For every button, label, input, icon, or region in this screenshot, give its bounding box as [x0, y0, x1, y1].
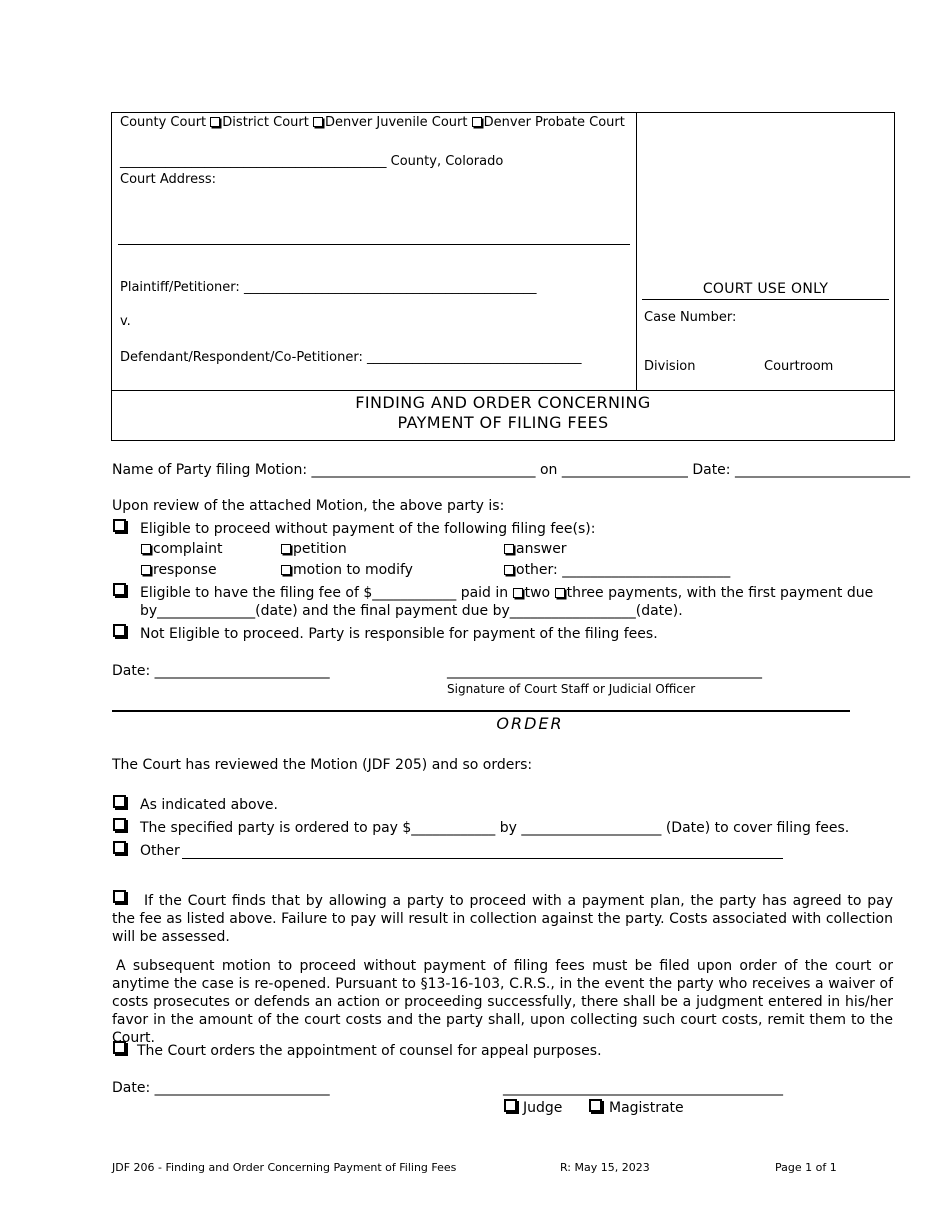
- district-court-label: District Court: [222, 115, 309, 130]
- order-date-field[interactable]: Date: _________________________: [112, 1080, 330, 1096]
- answer-checkbox[interactable]: [504, 544, 514, 554]
- district-court-checkbox[interactable]: [210, 117, 220, 127]
- defendant-field[interactable]: _________________________________: [366, 350, 582, 365]
- fee-complaint: [141, 541, 223, 557]
- fee-petition: [281, 541, 347, 557]
- plaintiff-line: [120, 280, 536, 295]
- court-selection-line: [120, 115, 625, 130]
- fee-motion-to-modify: [281, 562, 413, 578]
- other-order-label: Other: [140, 843, 180, 859]
- payment-plan-text: If the Court finds that by allowing a party to proceed with a payment plan, the party has agreed to pay the fee as listed above. Failure to pay will result in collection against the party. Costs associated with collection will be assessed.: [112, 893, 893, 945]
- installment-text-b: three payments, with the first payment due: [566, 585, 874, 601]
- order-heading: ORDER: [496, 714, 564, 733]
- division-label[interactable]: Division: [644, 359, 696, 374]
- response-label: response: [153, 562, 217, 578]
- caption-vertical-divider: [636, 112, 637, 391]
- response-checkbox[interactable]: [141, 565, 151, 575]
- county-line: [120, 154, 503, 169]
- order-intro: The Court has reviewed the Motion (JDF 205) and so orders:: [112, 757, 533, 773]
- staff-signature-label: Signature of Court Staff or Judicial Officer: [447, 682, 696, 696]
- finding-date-field[interactable]: Date: _________________________: [112, 663, 330, 679]
- other-fee-label[interactable]: other: ________________________: [516, 562, 731, 578]
- fee-other: [504, 562, 730, 578]
- probate-court-label: Denver Probate Court: [483, 115, 625, 130]
- eligible-checkbox[interactable]: [113, 519, 126, 532]
- other-order-field[interactable]: [182, 858, 783, 859]
- counsel-checkbox[interactable]: [113, 1041, 126, 1054]
- caption-title-divider: [111, 390, 895, 391]
- ordered-to-pay-text[interactable]: The specified party is ordered to pay $____________ by ____________________ (Date) to cover filing fees.: [140, 820, 850, 836]
- juvenile-court-label: Denver Juvenile Court: [324, 115, 468, 130]
- judge-signature-field[interactable]: ________________________________________: [503, 1080, 783, 1096]
- complaint-label: complaint: [153, 541, 223, 557]
- as-indicated-text: As indicated above.: [140, 797, 278, 813]
- motion-to-modify-label: motion to modify: [293, 562, 413, 578]
- county-label: County, Colorado: [390, 154, 504, 169]
- not-eligible-text: Not Eligible to proceed. Party is responsible for payment of the filing fees.: [140, 626, 658, 642]
- form-title: [111, 393, 895, 433]
- as-indicated-checkbox[interactable]: [113, 795, 126, 808]
- section-separator: [112, 710, 850, 712]
- party-name-label: Name of Party filing Motion:: [112, 462, 308, 478]
- form-title-line1: FINDING AND ORDER CONCERNING: [355, 393, 651, 412]
- motion-date-field[interactable]: __________________: [561, 462, 688, 478]
- party-name-field[interactable]: ________________________________: [311, 462, 536, 478]
- counsel-text: The Court orders the appointment of counsel for appeal purposes.: [137, 1043, 602, 1059]
- court-address-label: Court Address:: [120, 172, 216, 187]
- court-use-only-underline: [642, 299, 889, 300]
- court-use-only-label: COURT USE ONLY: [702, 281, 829, 297]
- ordered-to-pay-checkbox[interactable]: [113, 818, 126, 831]
- versus-label: v.: [120, 314, 131, 329]
- defendant-label: Defendant/Respondent/Co-Petitioner:: [120, 350, 363, 365]
- answer-label: answer: [516, 541, 567, 557]
- fee-answer: [504, 541, 567, 557]
- installment-checkbox[interactable]: [113, 583, 126, 596]
- motion-to-modify-checkbox[interactable]: [281, 565, 291, 575]
- subsequent-motion-text: A subsequent motion to proceed without payment of filing fees must be filed upon order of the court or anytime the case is re-opened. Pursuant to §13-16-103, C.R.S., in the event the party who receives a waiver of costs prosecutes or defends an action or proceeding successfully, there shall be a judgment entered in his/her favor in the amount of the court costs and the party shall, upon collecting such court costs, remit them to the Court.: [112, 958, 893, 1046]
- footer-revision: R: May 15, 2023: [560, 1161, 650, 1174]
- petition-checkbox[interactable]: [281, 544, 291, 554]
- defendant-line: [120, 350, 581, 365]
- other-fee-checkbox[interactable]: [504, 565, 514, 575]
- county-court-label: County Court: [120, 115, 207, 130]
- form-title-line2: PAYMENT OF FILING FEES: [397, 413, 609, 432]
- installment-line1: [140, 585, 873, 601]
- review-text: Upon review of the attached Motion, the above party is:: [112, 498, 505, 514]
- plaintiff-field[interactable]: _____________________________________________: [243, 280, 537, 295]
- judge-label: Judge: [523, 1100, 563, 1116]
- installment-text-a: Eligible to have the filing fee of $____________ paid in: [140, 585, 509, 601]
- judge-checkbox[interactable]: [504, 1099, 517, 1112]
- on-label: on: [539, 462, 558, 478]
- magistrate-label: Magistrate: [609, 1100, 684, 1116]
- footer-page-number: Page 1 of 1: [775, 1161, 837, 1174]
- juvenile-court-checkbox[interactable]: [313, 117, 323, 127]
- two-payments-label: two: [524, 585, 551, 601]
- not-eligible-checkbox[interactable]: [113, 624, 126, 637]
- other-order-checkbox[interactable]: [113, 841, 126, 854]
- plaintiff-label: Plaintiff/Petitioner:: [120, 280, 240, 295]
- complaint-checkbox[interactable]: [141, 544, 151, 554]
- magistrate-checkbox[interactable]: [589, 1099, 602, 1112]
- installment-line2[interactable]: by______________(date) and the final payment due by__________________(date).: [140, 603, 683, 619]
- staff-signature-field[interactable]: _____________________________________________: [447, 663, 762, 679]
- motion-date-label: Date: _________________________: [692, 462, 910, 478]
- county-field[interactable]: _________________________________________: [120, 154, 387, 169]
- eligible-text: Eligible to proceed without payment of the following filing fee(s):: [140, 521, 596, 537]
- two-payments-checkbox[interactable]: [513, 588, 523, 598]
- probate-court-checkbox[interactable]: [472, 117, 482, 127]
- three-payments-checkbox[interactable]: [555, 588, 565, 598]
- case-number-label[interactable]: Case Number:: [644, 310, 737, 325]
- footer-form-title: JDF 206 - Finding and Order Concerning Payment of Filing Fees: [112, 1161, 457, 1174]
- courtroom-label[interactable]: Courtroom: [764, 359, 834, 374]
- party-name-line: [112, 462, 910, 478]
- address-divider: [118, 244, 630, 245]
- fee-response: [141, 562, 217, 578]
- petition-label: petition: [293, 541, 347, 557]
